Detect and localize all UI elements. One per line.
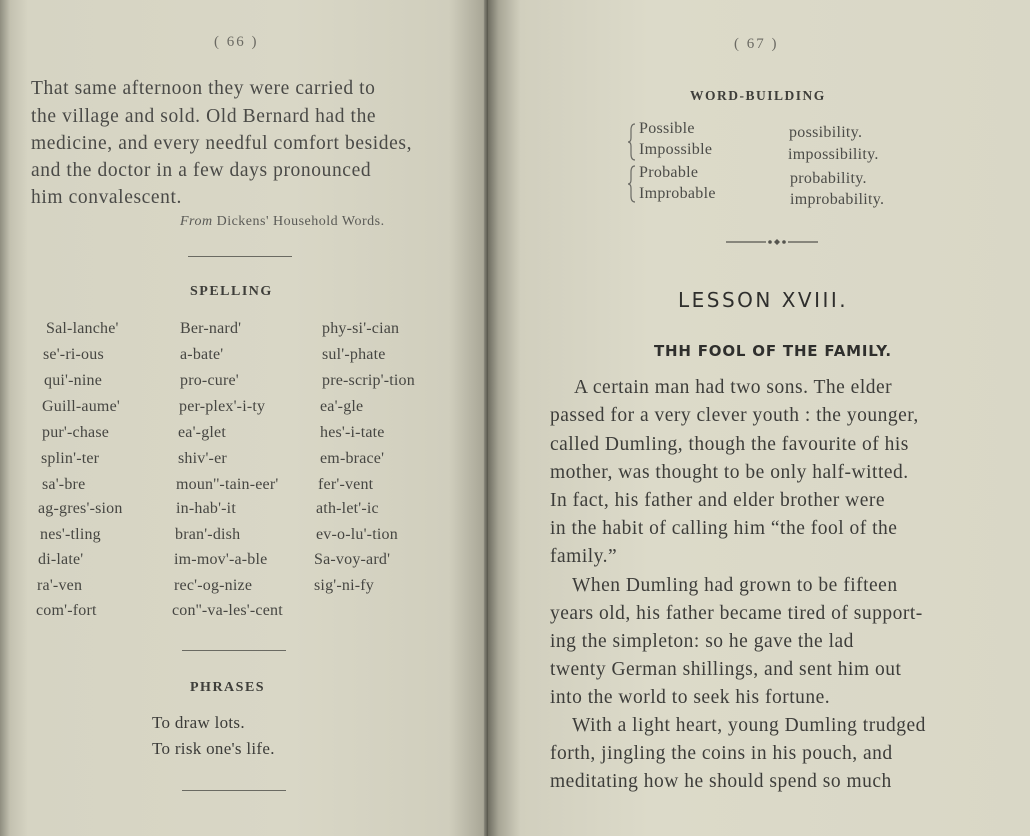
phrase-line: To draw lots. <box>152 713 245 732</box>
phrase-line: To risk one's life. <box>152 739 275 758</box>
prose-line: and the doctor in a few days pronounced <box>31 160 372 181</box>
spelling-word: Guill-aume' <box>42 398 120 415</box>
word-building-derived: possibility. <box>789 124 863 141</box>
spelling-word: pro-cure' <box>180 372 239 389</box>
story-line: years old, his father became tired of support- <box>550 603 923 624</box>
spelling-word: Sa-voy-ard' <box>314 551 391 568</box>
spelling-word: splin'-ter <box>41 450 100 467</box>
story-line: In fact, his father and elder brother were <box>550 490 886 511</box>
brace-icon <box>627 164 637 204</box>
spelling-word: sul'-phate <box>322 346 386 363</box>
spelling-word: nes'-tling <box>40 526 101 543</box>
spelling-word: fer'-vent <box>318 476 374 493</box>
story-line: With a light heart, young Dumling trudged <box>572 715 926 736</box>
source-prefix: From <box>180 214 213 229</box>
spelling-word: ag-gres'-sion <box>38 500 123 517</box>
story-line: twenty German shillings, and sent him out <box>550 659 902 680</box>
word-building-base: Possible <box>639 120 695 137</box>
story-line: ing the simpleton: so he gave the lad <box>550 631 854 652</box>
spelling-word: im-mov'-a-ble <box>174 551 268 568</box>
spelling-word: pre-scrip'-tion <box>322 372 415 389</box>
spelling-word: shiv'-er <box>178 450 227 467</box>
word-building-heading: WORD-BUILDING <box>690 88 826 103</box>
word-building-base: Improbable <box>639 185 716 202</box>
lesson-title: LESSON XVIII. <box>678 288 849 312</box>
prose-line: the village and sold. Old Bernard had the <box>31 106 377 127</box>
spelling-word: per-plex'-i-ty <box>179 398 266 415</box>
divider-rule <box>188 256 292 257</box>
spelling-word: hes'-i-tate <box>320 424 385 441</box>
left-page <box>0 0 488 836</box>
prose-line: That same afternoon they were carried to <box>31 78 376 99</box>
spelling-word: phy-si'-cian <box>322 320 400 337</box>
spelling-word: em-brace' <box>320 450 385 467</box>
spelling-word: in-hab'-it <box>176 500 236 517</box>
spelling-word: moun''-tain-eer' <box>176 476 279 493</box>
story-line: called Dumling, though the favourite of his <box>550 434 909 455</box>
brace-icon <box>627 122 637 162</box>
divider-rule <box>182 790 286 791</box>
divider-rule <box>182 650 286 651</box>
story-line: in the habit of calling him “the fool of the <box>550 518 898 539</box>
spelling-word: Ber-nard' <box>180 320 242 337</box>
story-line: meditating how he should spend so much <box>550 771 892 792</box>
story-line: When Dumling had grown to be fifteen <box>572 575 898 596</box>
spelling-word: ea'-glet <box>178 424 227 441</box>
page-number: ( 67 ) <box>734 36 779 52</box>
story-title: THH FOOL OF THE FAMILY. <box>654 342 892 360</box>
spelling-word: bran'-dish <box>175 526 241 543</box>
spelling-word: a-bate' <box>180 346 224 363</box>
story-line: family.” <box>550 546 618 567</box>
spelling-word: se'-ri-ous <box>43 346 104 363</box>
page-number: ( 66 ) <box>214 34 259 50</box>
story-line: A certain man had two sons. The elder <box>574 377 893 398</box>
spelling-word: di-late' <box>38 551 84 568</box>
spelling-word: pur'-chase <box>42 424 110 441</box>
spelling-word: Sal-lanche' <box>46 320 119 337</box>
source-attribution <box>180 214 385 230</box>
word-building-base: Impossible <box>639 141 713 158</box>
spelling-word: sa'-bre <box>42 476 86 493</box>
story-line: mother, was thought to be only half-witted. <box>550 462 909 483</box>
spelling-word: ev-o-lu'-tion <box>316 526 398 543</box>
spelling-word: rec'-og-nize <box>174 577 253 594</box>
story-line: into the world to seek his fortune. <box>550 687 831 708</box>
spelling-word: qui'-nine <box>44 372 103 389</box>
phrases-heading: PHRASES <box>190 680 266 695</box>
right-page <box>488 0 1030 836</box>
word-building-base: Probable <box>639 164 699 181</box>
prose-line: him convalescent. <box>31 187 182 208</box>
spelling-word: con''-va-les'-cent <box>172 602 283 619</box>
word-building-derived: probability. <box>790 170 867 187</box>
spelling-word: ea'-gle <box>320 398 364 415</box>
word-building-derived: impossibility. <box>788 146 879 163</box>
word-building-derived: improbability. <box>790 191 885 208</box>
spelling-word: sig'-ni-fy <box>314 577 374 594</box>
prose-line: medicine, and every needful comfort besides, <box>31 133 413 154</box>
spelling-word: ath-let'-ic <box>316 500 379 517</box>
spelling-word: com'-fort <box>36 602 97 619</box>
story-line: forth, jingling the coins in his pouch, and <box>550 743 893 764</box>
ornament-rule-icon <box>724 236 820 248</box>
spelling-word: ra'-ven <box>37 577 83 594</box>
story-line: passed for a very clever youth : the younger, <box>550 405 919 426</box>
source-text: Dickens' Household Words. <box>212 214 385 229</box>
spelling-heading: SPELLING <box>190 284 273 299</box>
